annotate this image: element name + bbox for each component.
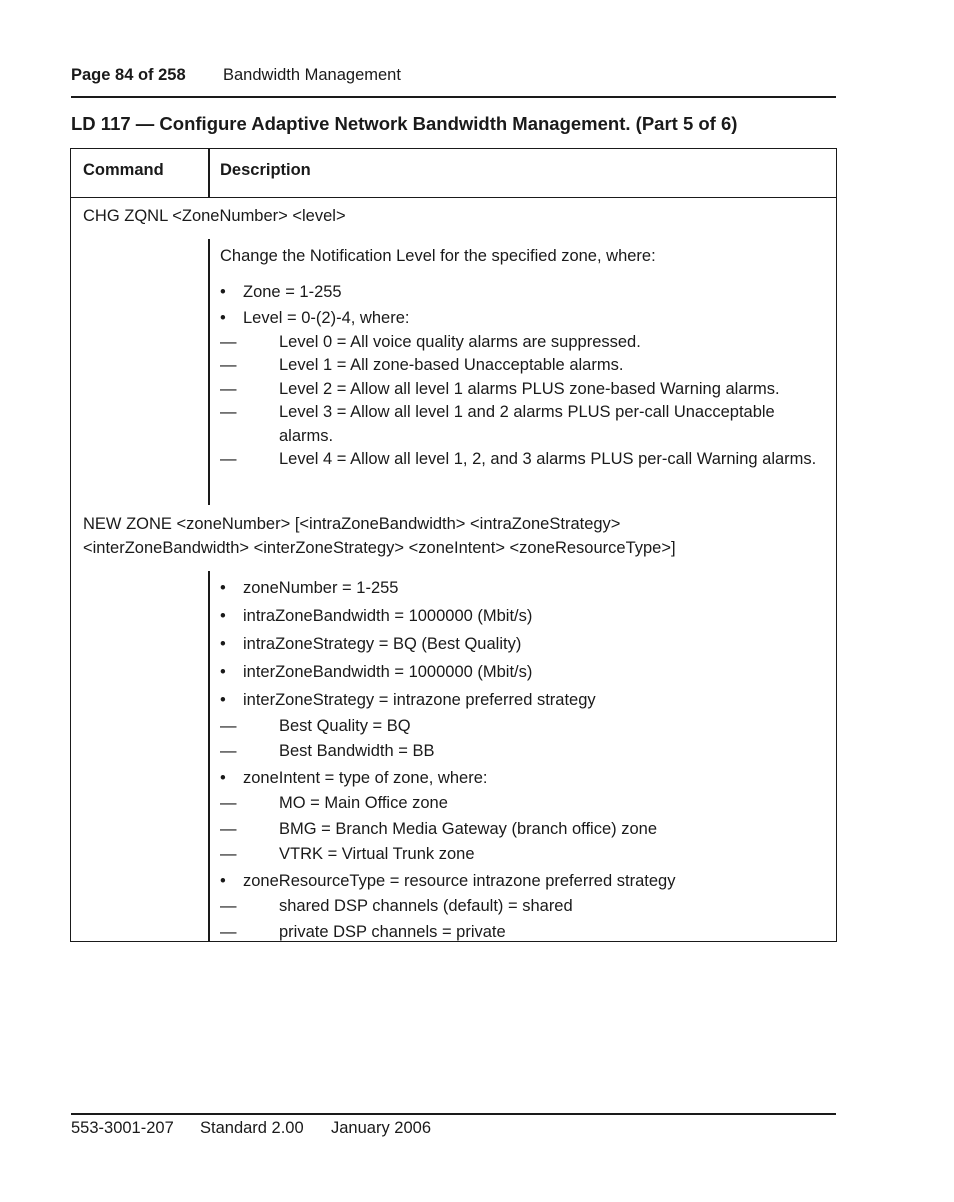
sub-list-item-text: shared DSP channels (default) = shared	[279, 897, 573, 915]
dash-icon: —	[220, 742, 237, 760]
bullet-icon: •	[220, 635, 226, 653]
table-title: LD 117 — Configure Adaptive Network Bandwidth Management. (Part 5 of 6)	[71, 113, 738, 134]
publication-date: January 2006	[331, 1119, 431, 1137]
bullet-icon: •	[220, 871, 226, 890]
bullet-icon: •	[220, 607, 226, 625]
command-new-zone	[83, 512, 676, 560]
sub-list-item-text: Level 2 = Allow all level 1 alarms PLUS zone-based Warning alarms.	[279, 379, 780, 398]
sub-list-item	[220, 354, 830, 378]
list-item	[220, 688, 830, 765]
list-item-text: Level = 0-(2)-4, where:	[243, 309, 410, 327]
bullet-icon: •	[220, 309, 226, 327]
sub-list-item	[220, 920, 830, 946]
sub-list-item	[220, 401, 830, 448]
sub-list	[220, 894, 830, 945]
sub-list-item	[220, 894, 830, 920]
sub-list-item	[220, 817, 830, 843]
sub-list-item-text: Level 4 = Allow all level 1, 2, and 3 alarms PLUS per-call Warning alarms.	[279, 450, 817, 468]
sub-list-item	[220, 378, 830, 402]
document-number: 553-3001-207	[71, 1119, 174, 1137]
column-divider	[208, 149, 210, 197]
sub-list-item-text: Best Quality = BQ	[279, 716, 411, 735]
sub-list-item-text: Level 3 = Allow all level 1 and 2 alarms PLUS per-call Unacceptable alarms.	[279, 403, 775, 445]
description-chg-zqnl	[220, 245, 830, 473]
description-new-zone	[220, 576, 830, 946]
list-item-text: zoneIntent = type of zone, where:	[243, 768, 488, 787]
dash-icon: —	[220, 379, 237, 398]
dash-icon: —	[220, 794, 237, 812]
command-chg-zqnl: CHG ZQNL <ZoneNumber> <level>	[83, 207, 346, 225]
sub-list	[220, 714, 830, 765]
list-item	[220, 660, 830, 686]
list-item-text: intraZoneStrategy = BQ (Best Quality)	[243, 635, 522, 653]
list-item	[220, 576, 830, 602]
list-item-text: Zone = 1-255	[243, 283, 342, 301]
standard-version: Standard 2.00	[200, 1119, 304, 1137]
list-item	[220, 766, 830, 868]
list-item-text: zoneResourceType = resource intrazone preferred strategy	[243, 871, 676, 890]
table-header-row	[71, 149, 836, 198]
list-item	[220, 281, 830, 305]
dash-icon: —	[220, 403, 237, 421]
sub-list-item	[220, 842, 830, 868]
column-divider	[208, 571, 210, 941]
sub-list-item	[220, 448, 830, 472]
bullet-icon: •	[220, 768, 226, 787]
dash-icon: —	[220, 716, 237, 735]
dash-icon: —	[220, 450, 237, 468]
list-item	[220, 869, 830, 946]
column-header-command: Command	[83, 161, 164, 179]
bullet-icon: •	[220, 663, 226, 681]
page-header	[71, 66, 836, 98]
command-line: NEW ZONE <zoneNumber> [<intraZoneBandwidth> <intraZoneStrategy>	[83, 515, 621, 533]
bullet-icon: •	[220, 579, 226, 597]
list-item	[220, 307, 830, 472]
column-header-description: Description	[220, 161, 311, 179]
list-item	[220, 632, 830, 658]
sub-list-item-text: BMG = Branch Media Gateway (branch office) zone	[279, 819, 658, 838]
sub-list-item	[220, 331, 830, 355]
dash-icon: —	[220, 332, 237, 351]
sub-list-item-text: Level 0 = All voice quality alarms are suppressed.	[279, 332, 641, 351]
page-footer	[71, 1113, 836, 1137]
list-item-text: interZoneStrategy = intrazone preferred strategy	[243, 691, 596, 709]
section-title: Bandwidth Management	[223, 66, 401, 84]
command-line: <interZoneBandwidth> <interZoneStrategy> <zoneIntent> <zoneResourceType>]	[83, 539, 676, 557]
list-item-text: intraZoneBandwidth = 1000000 (Mbit/s)	[243, 607, 533, 625]
bullet-icon: •	[220, 283, 226, 301]
bullet-icon: •	[220, 691, 226, 709]
list-item-text: interZoneBandwidth = 1000000 (Mbit/s)	[243, 663, 533, 681]
page-number: Page 84 of 258	[71, 66, 186, 84]
sub-list-item	[220, 791, 830, 817]
sub-list-item-text: VTRK = Virtual Trunk zone	[279, 845, 475, 863]
list-item	[220, 604, 830, 630]
column-divider	[208, 239, 210, 505]
sub-list	[220, 791, 830, 868]
dash-icon: —	[220, 897, 237, 915]
sub-list-item-text: private DSP channels = private	[279, 922, 506, 941]
dash-icon: —	[220, 845, 237, 863]
dash-icon: —	[220, 819, 237, 838]
dash-icon: —	[220, 356, 237, 374]
description-intro: Change the Notification Level for the specified zone, where:	[220, 247, 656, 265]
list-item-text: zoneNumber = 1-255	[243, 579, 399, 597]
command-table	[70, 148, 837, 942]
sub-list	[220, 331, 830, 472]
sub-list-item-text: Best Bandwidth = BB	[279, 742, 435, 760]
sub-list-item	[220, 739, 830, 765]
dash-icon: —	[220, 922, 237, 941]
parameter-list	[220, 576, 830, 945]
sub-list-item-text: Level 1 = All zone-based Unacceptable alarms.	[279, 356, 624, 374]
sub-list-item-text: MO = Main Office zone	[279, 794, 448, 812]
parameter-list	[220, 281, 830, 472]
sub-list-item	[220, 714, 830, 740]
